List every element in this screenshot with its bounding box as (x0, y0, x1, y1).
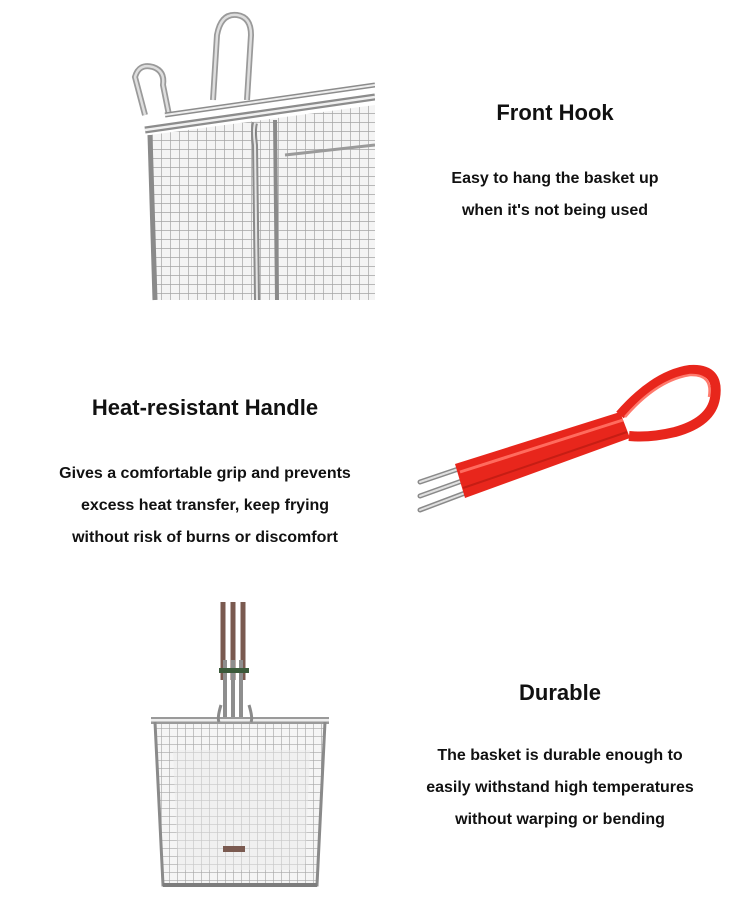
feature-title: Durable (519, 680, 601, 705)
description-line: excess heat transfer, keep frying (80, 497, 330, 514)
description-line: without warping or bending (455, 811, 665, 828)
feature-description (410, 740, 710, 836)
feature-front-hook (0, 0, 750, 310)
feature-title: Front Hook (496, 100, 614, 125)
description-line: easily withstand high temperatures (426, 779, 694, 796)
feature-description (420, 163, 690, 227)
description-line: when it's not being used (461, 202, 649, 219)
description-line: Gives a comfortable grip and prevents (59, 465, 351, 482)
red-handle-icon (415, 360, 725, 530)
description-line: The basket is durable enough to (437, 747, 683, 764)
basket-hook-icon (125, 5, 375, 305)
description-line: Easy to hang the basket up (451, 170, 659, 187)
feature-title: Heat-resistant Handle (91, 395, 319, 420)
feature-heat-resistant-handle (0, 310, 750, 600)
feature-description (20, 458, 390, 554)
description-line: without risk of burns or discomfort (72, 529, 338, 546)
fry-basket-icon (145, 600, 335, 895)
feature-durable (0, 600, 750, 919)
